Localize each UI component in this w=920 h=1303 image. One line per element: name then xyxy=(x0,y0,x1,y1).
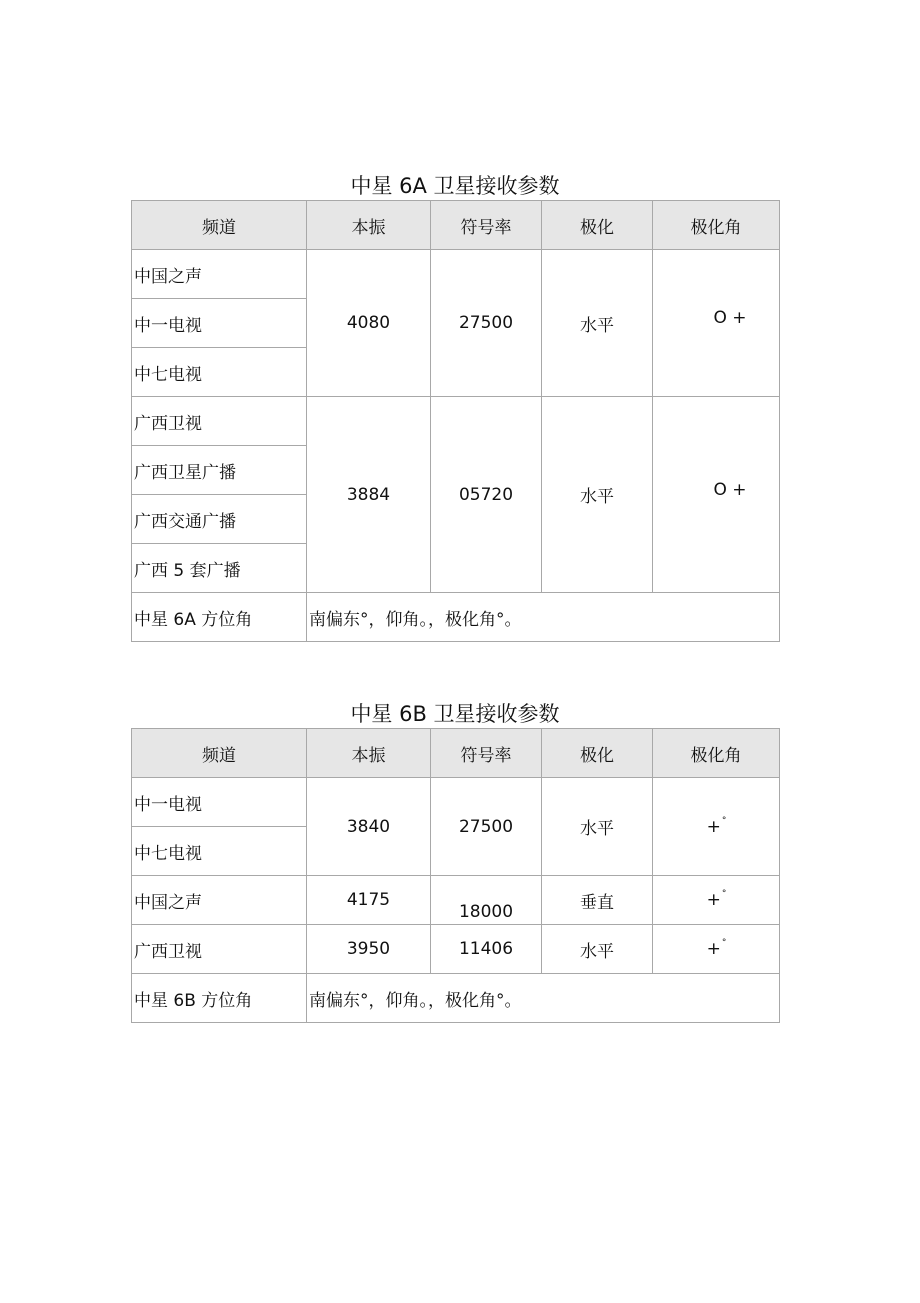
polarization-cell: 垂直 xyxy=(542,876,653,925)
header-channel: 频道 xyxy=(132,729,307,778)
table-a-header-row xyxy=(132,201,780,250)
degree-mark: ° xyxy=(721,889,727,899)
pol-angle-cell xyxy=(653,250,780,397)
channel-cell: 广西卫视 xyxy=(132,397,307,446)
table-b xyxy=(131,728,780,1023)
lo-cell: 3950 xyxy=(307,925,431,974)
azimuth-label: 中星 6A 方位角 xyxy=(132,593,307,642)
lo-cell: 4175 xyxy=(307,876,431,925)
table-row xyxy=(132,876,780,925)
table-b-section xyxy=(131,700,779,1023)
polarization-cell: 水平 xyxy=(542,778,653,876)
channel-cell: 中七电视 xyxy=(132,827,307,876)
pol-angle-value: O + xyxy=(713,479,747,500)
symbol-rate-cell xyxy=(431,876,542,925)
table-row xyxy=(132,397,780,446)
header-channel: 频道 xyxy=(132,201,307,250)
channel-cell: 中一电视 xyxy=(132,299,307,348)
table-row xyxy=(132,778,780,827)
table-b-title: 中星 6B 卫星接收参数 xyxy=(350,702,560,726)
header-pol-angle: 极化角 xyxy=(653,729,780,778)
pol-angle-cell xyxy=(653,397,780,593)
table-a xyxy=(131,200,780,642)
channel-cell: 广西卫视 xyxy=(132,925,307,974)
header-polarization: 极化 xyxy=(542,201,653,250)
table-a-section xyxy=(131,172,779,642)
pol-angle-value: + xyxy=(706,939,721,959)
channel-cell: 中国之声 xyxy=(132,250,307,299)
pol-angle-cell xyxy=(653,876,780,925)
azimuth-note: 南偏东°，仰角。，极化角°。 xyxy=(307,593,780,642)
lo-cell: 3884 xyxy=(307,397,431,593)
polarization-cell: 水平 xyxy=(542,925,653,974)
pol-angle-value: + xyxy=(706,890,721,910)
lo-cell: 4080 xyxy=(307,250,431,397)
polarization-cell: 水平 xyxy=(542,397,653,593)
channel-cell: 中七电视 xyxy=(132,348,307,397)
azimuth-label: 中星 6B 方位角 xyxy=(132,974,307,1023)
table-b-header-row xyxy=(132,729,780,778)
pol-angle-cell xyxy=(653,925,780,974)
table-a-title: 中星 6A 卫星接收参数 xyxy=(350,174,560,198)
header-lo: 本振 xyxy=(307,201,431,250)
lo-cell: 3840 xyxy=(307,778,431,876)
symbol-rate-cell: 27500 xyxy=(431,778,542,876)
channel-cell: 中国之声 xyxy=(132,876,307,925)
channel-cell: 广西卫星广播 xyxy=(132,446,307,495)
header-lo: 本振 xyxy=(307,729,431,778)
table-a-footer-row xyxy=(132,593,780,642)
header-pol-angle: 极化角 xyxy=(653,201,780,250)
pol-angle-cell xyxy=(653,778,780,876)
header-symbol-rate: 符号率 xyxy=(431,201,542,250)
table-row xyxy=(132,250,780,299)
pol-angle-value: + xyxy=(706,816,721,837)
channel-cell: 广西 5 套广播 xyxy=(132,544,307,593)
channel-cell: 广西交通广播 xyxy=(132,495,307,544)
azimuth-note: 南偏东°，仰角。，极化角°。 xyxy=(307,974,780,1023)
degree-mark: ° xyxy=(721,938,727,948)
table-b-footer-row xyxy=(132,974,780,1023)
header-polarization: 极化 xyxy=(542,729,653,778)
symbol-rate-value: 18000 xyxy=(458,902,514,922)
channel-cell: 中一电视 xyxy=(132,778,307,827)
table-row xyxy=(132,925,780,974)
header-symbol-rate: 符号率 xyxy=(431,729,542,778)
symbol-rate-cell: 27500 xyxy=(431,250,542,397)
polarization-cell: 水平 xyxy=(542,250,653,397)
symbol-rate-cell: 05720 xyxy=(431,397,542,593)
symbol-rate-cell: 11406 xyxy=(431,925,542,974)
degree-mark: ° xyxy=(721,815,727,826)
pol-angle-value: O + xyxy=(713,308,747,328)
